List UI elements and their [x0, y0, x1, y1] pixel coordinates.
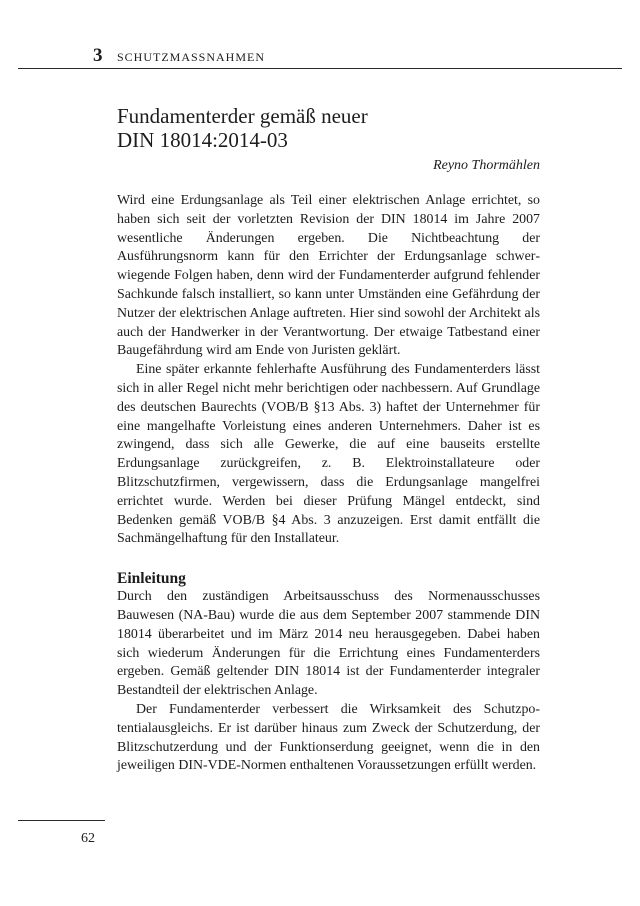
intro-paragraph: Eine später erkannte fehlerhafte Ausführung des Fundamenterders lässt sich in aller Regel nicht mehr berichtigen oder nachbessern. Auf Grundlage des deutschen Baurechts (VOB/B §13 Abs. 3) haftet der Unternehmer für eine mangelhafte Vorleistung eines anderen Unternehmers. Daher ist es zwingend, dass sich alle Gewerke, die auf eine bauseits erstellte Erdungsanlage zurückgreifen, z. B. Elektroinstallateure oder Blitzschutzfirmen, vergewissern, dass die Erdungsanlage mangelfrei errichtet wurde. Werden bei dieser Prüfung Mängel entdeckt, sind Bedenken gemäß VOB/B §4 Abs. 3 anzuzeigen. Erst damit entfällt die Sachmängelhaftung für den Installateur.: [117, 362, 540, 547]
section-heading: Einleitung: [117, 570, 186, 588]
article: [117, 104, 540, 776]
section-paragraph: Durch den zuständigen Arbeitsausschuss des Normenausschusses Bauwesen (NA-Bau) wurde die aus dem September 2007 stammende DIN 18014 überarbeitet und im März 2014 neu herausgegeben. Dabei haben sich wiederum Änderungen für die Errichtung eines Fundamenterders ergeben. Gemäß geltender DIN 18014 ist der Fundamenterder integraler Bestandteil der elektrischen Anlage.: [117, 589, 540, 699]
author-name: Reyno Thormählen: [433, 158, 540, 173]
article-title-line: DIN 18014:2014-03: [117, 128, 288, 152]
footer-rule: [18, 820, 105, 821]
chapter-number: 3: [93, 45, 103, 66]
article-title: [117, 104, 540, 152]
article-title-line: Fundamenterder gemäß neuer: [117, 104, 368, 128]
section-paragraph: Der Fundamenterder verbessert die Wirksamkeit des Schutzpotentialausgleichs. Er ist darüber hinaus zum Zweck der Schutzerdung, der Blitzschutzerdung und der Funktionserdung geeignet, wenn die in den jeweiligen DIN-VDE-Normen enthaltenen Voraussetzungen erfüllt werden.: [117, 701, 540, 774]
running-header: [18, 44, 622, 69]
chapter-title: SCHUTZMASSNAHMEN: [117, 50, 266, 64]
page-number: 62: [81, 831, 95, 846]
intro-paragraph: Wird eine Erdungsanlage als Teil einer elektrischen Anlage errichtet, so haben sich seit der vorletzten Revision der DIN 18014 im Jahre 2007 wesentliche Änderungen ergeben. Die Nichtbeachtung der Ausführungsnorm kann für den Errichter der Erdungsanlage schwerwiegende Folgen haben, denn wird der Fundamenterder aufgrund fehlender Sachkunde falsch installiert, so kann unter Umständen eine Gefährdung der Nutzer der elektrischen Anlage auftreten. Hier sind sowohl der Architekt als auch der Handwerker in der Verantwortung. Der etwaige Tatbestand einer Baugefährdung wird am Ende von Juristen geklärt.: [117, 193, 540, 359]
